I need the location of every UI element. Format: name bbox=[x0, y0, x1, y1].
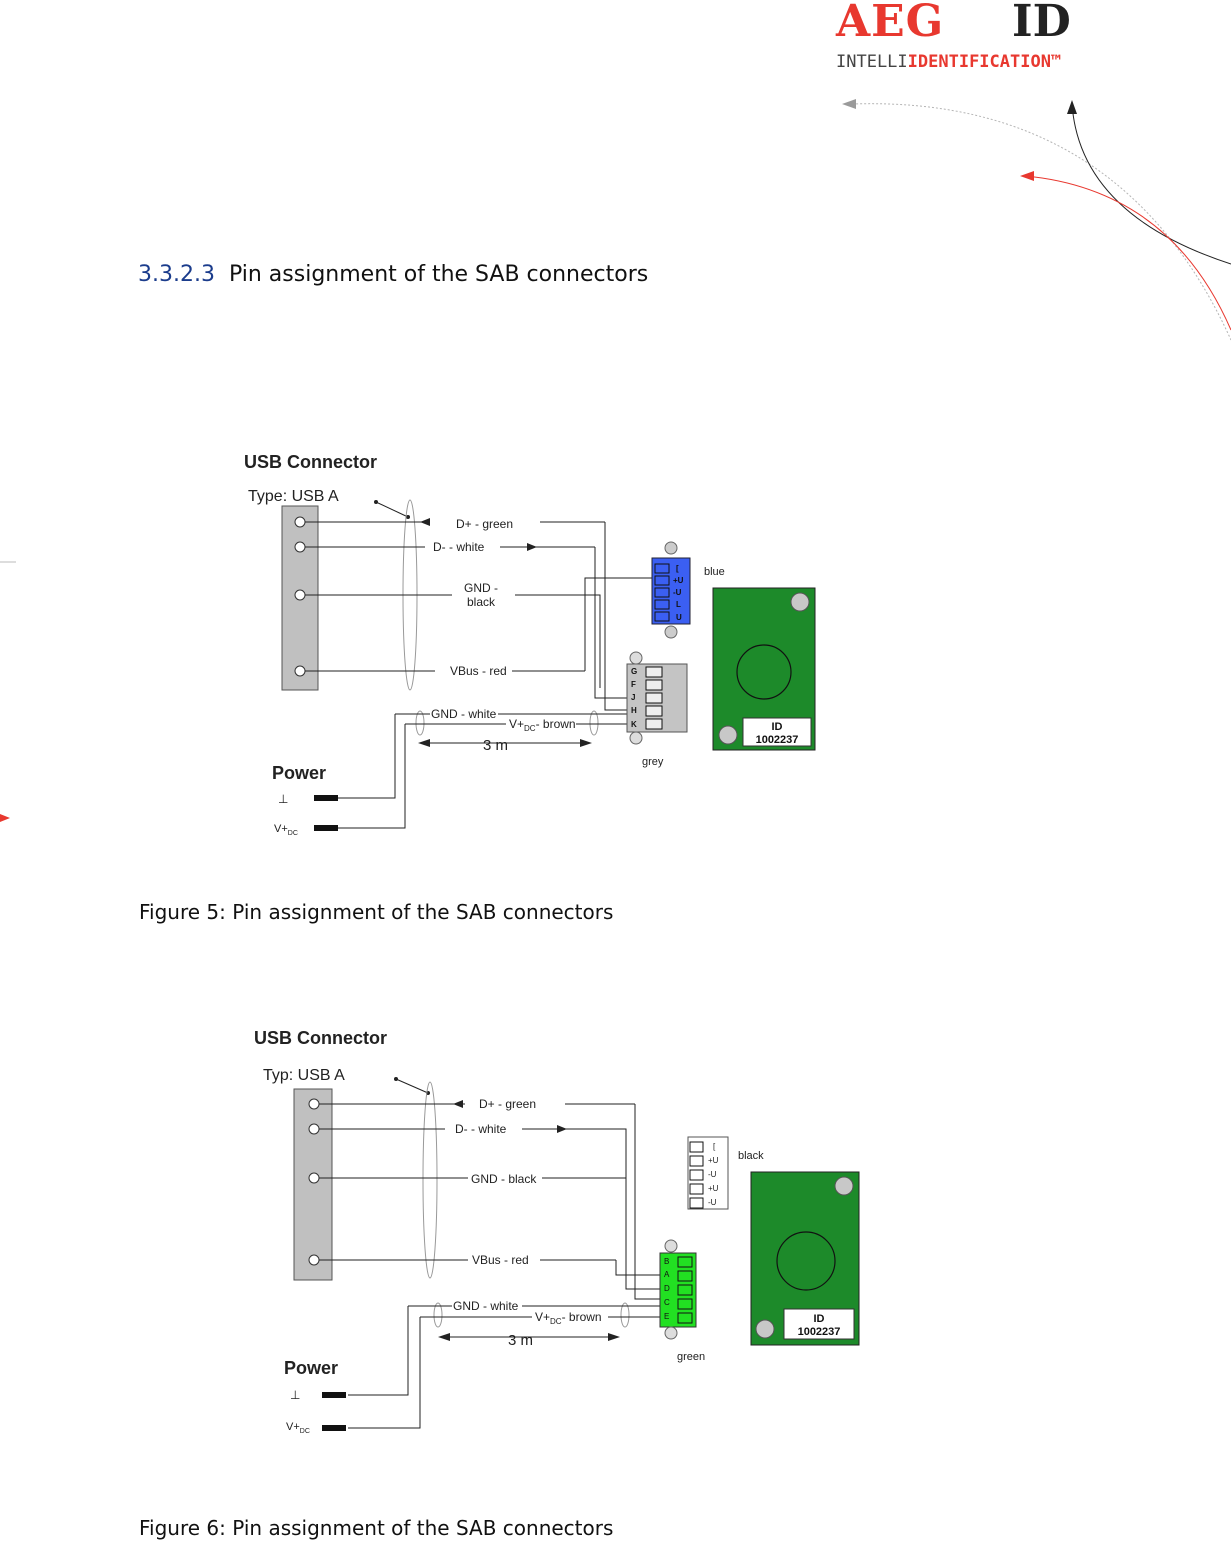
wire-label-dplus: D+ - green bbox=[479, 1097, 537, 1111]
wire-label-vbus: VBus - red bbox=[472, 1253, 529, 1267]
pin-label: G bbox=[631, 667, 638, 676]
usb-pin bbox=[309, 1173, 319, 1183]
wire-label-gnd-white: GND - white bbox=[453, 1299, 519, 1313]
usb-type-label: Typ: USB A bbox=[263, 1067, 345, 1084]
pin-label: B bbox=[664, 1257, 670, 1266]
wire-label-dminus: D- - white bbox=[455, 1122, 507, 1136]
usb-type-label: Type: USB A bbox=[248, 488, 339, 505]
logo-tagline-left: INTELLI bbox=[836, 52, 908, 72]
wire-label-vbus: VBus - red bbox=[450, 664, 507, 678]
logo-tagline-right: IDENTIFICATION™ bbox=[907, 52, 1062, 72]
board-label-line2: 1002237 bbox=[755, 734, 799, 746]
power-title: Power bbox=[284, 1358, 339, 1378]
pin-label: D bbox=[664, 1284, 670, 1293]
aeg-id-logo bbox=[836, 0, 1096, 80]
wire-label-gnd: GND - black bbox=[471, 1172, 537, 1186]
pin-label: A bbox=[664, 1270, 670, 1279]
power-terminal bbox=[314, 825, 338, 831]
wire-label-vdc: $V+_{DC}-$ brown bbox=[535, 1310, 602, 1326]
figure6-diagram bbox=[240, 1015, 880, 1445]
section-number: 3.3.2.3 bbox=[138, 262, 215, 287]
wire-label-gnd-white: GND - white bbox=[431, 707, 497, 721]
power-terminal bbox=[322, 1425, 346, 1431]
figure6-caption: Figure 6: Pin assignment of the SAB connectors bbox=[139, 1516, 614, 1540]
connector-color-label: blue bbox=[704, 566, 725, 578]
section-heading bbox=[138, 262, 648, 287]
power-terminal bbox=[322, 1392, 346, 1398]
distance-label: 3 m bbox=[508, 1332, 534, 1349]
usb-connector-title: USB Connector bbox=[254, 1028, 388, 1048]
section-title: Pin assignment of the SAB connectors bbox=[228, 262, 649, 287]
cable-sheath bbox=[423, 1082, 437, 1278]
usb-pin bbox=[309, 1099, 319, 1109]
board-label-line2: 1002237 bbox=[797, 1326, 841, 1338]
ground-symbol: ⊥ bbox=[278, 792, 289, 806]
pin-label: J bbox=[631, 693, 636, 702]
pin-label: +U bbox=[673, 576, 684, 585]
ground-symbol: ⊥ bbox=[290, 1388, 301, 1402]
pin-label: +U bbox=[708, 1156, 719, 1165]
pin-label: +U bbox=[708, 1184, 719, 1193]
usb-pin bbox=[295, 666, 305, 676]
power-title: Power bbox=[272, 763, 327, 783]
connector-color-label: black bbox=[738, 1150, 764, 1162]
wire-label-dminus: D- - white bbox=[433, 540, 485, 554]
wire-label-vdc: $V+_{DC}-$ brown bbox=[509, 717, 576, 733]
figure5-diagram bbox=[230, 440, 850, 850]
pin-label: C bbox=[664, 1298, 670, 1307]
pin-label: [ bbox=[676, 564, 679, 573]
connector-color-label: green bbox=[677, 1351, 706, 1363]
power-vdc-label: $V+_{DC}$ bbox=[274, 823, 298, 837]
logo-brand: AEG bbox=[836, 0, 945, 47]
pin-label: -U bbox=[673, 588, 682, 597]
wire-label-gnd-2: black bbox=[467, 595, 496, 609]
logo-tagline bbox=[836, 52, 1061, 72]
power-terminal bbox=[314, 795, 338, 801]
usb-pin bbox=[295, 590, 305, 600]
pin-label: U bbox=[676, 613, 682, 622]
connector-color-label: grey bbox=[642, 756, 664, 768]
usb-pin bbox=[295, 517, 305, 527]
usb-pin bbox=[309, 1255, 319, 1265]
logo-id: ID bbox=[1012, 0, 1071, 47]
pin-label: H bbox=[631, 706, 637, 715]
board-label-line1: ID bbox=[771, 721, 783, 733]
usb-connector-title: USB Connector bbox=[244, 452, 378, 472]
usb-pin bbox=[295, 542, 305, 552]
pin-label: -U bbox=[708, 1170, 717, 1179]
pin-label: E bbox=[664, 1312, 670, 1321]
board-label-line1: ID bbox=[813, 1313, 825, 1325]
figure5-caption: Figure 5: Pin assignment of the SAB connectors bbox=[139, 900, 614, 924]
distance-label: 3 m bbox=[483, 737, 509, 754]
pin-label: F bbox=[631, 680, 636, 689]
usb-plug-body bbox=[294, 1089, 332, 1280]
usb-pin bbox=[309, 1124, 319, 1134]
pin-label: K bbox=[631, 720, 637, 729]
wire-label-gnd-1: GND - bbox=[464, 581, 498, 595]
pin-label: -U bbox=[708, 1198, 717, 1207]
wire-label-dplus: D+ - green bbox=[456, 517, 514, 531]
power-vdc-label: $V+_{DC}$ bbox=[286, 1421, 310, 1435]
pin-label: L bbox=[676, 600, 681, 609]
pin-label: [ bbox=[713, 1142, 716, 1151]
